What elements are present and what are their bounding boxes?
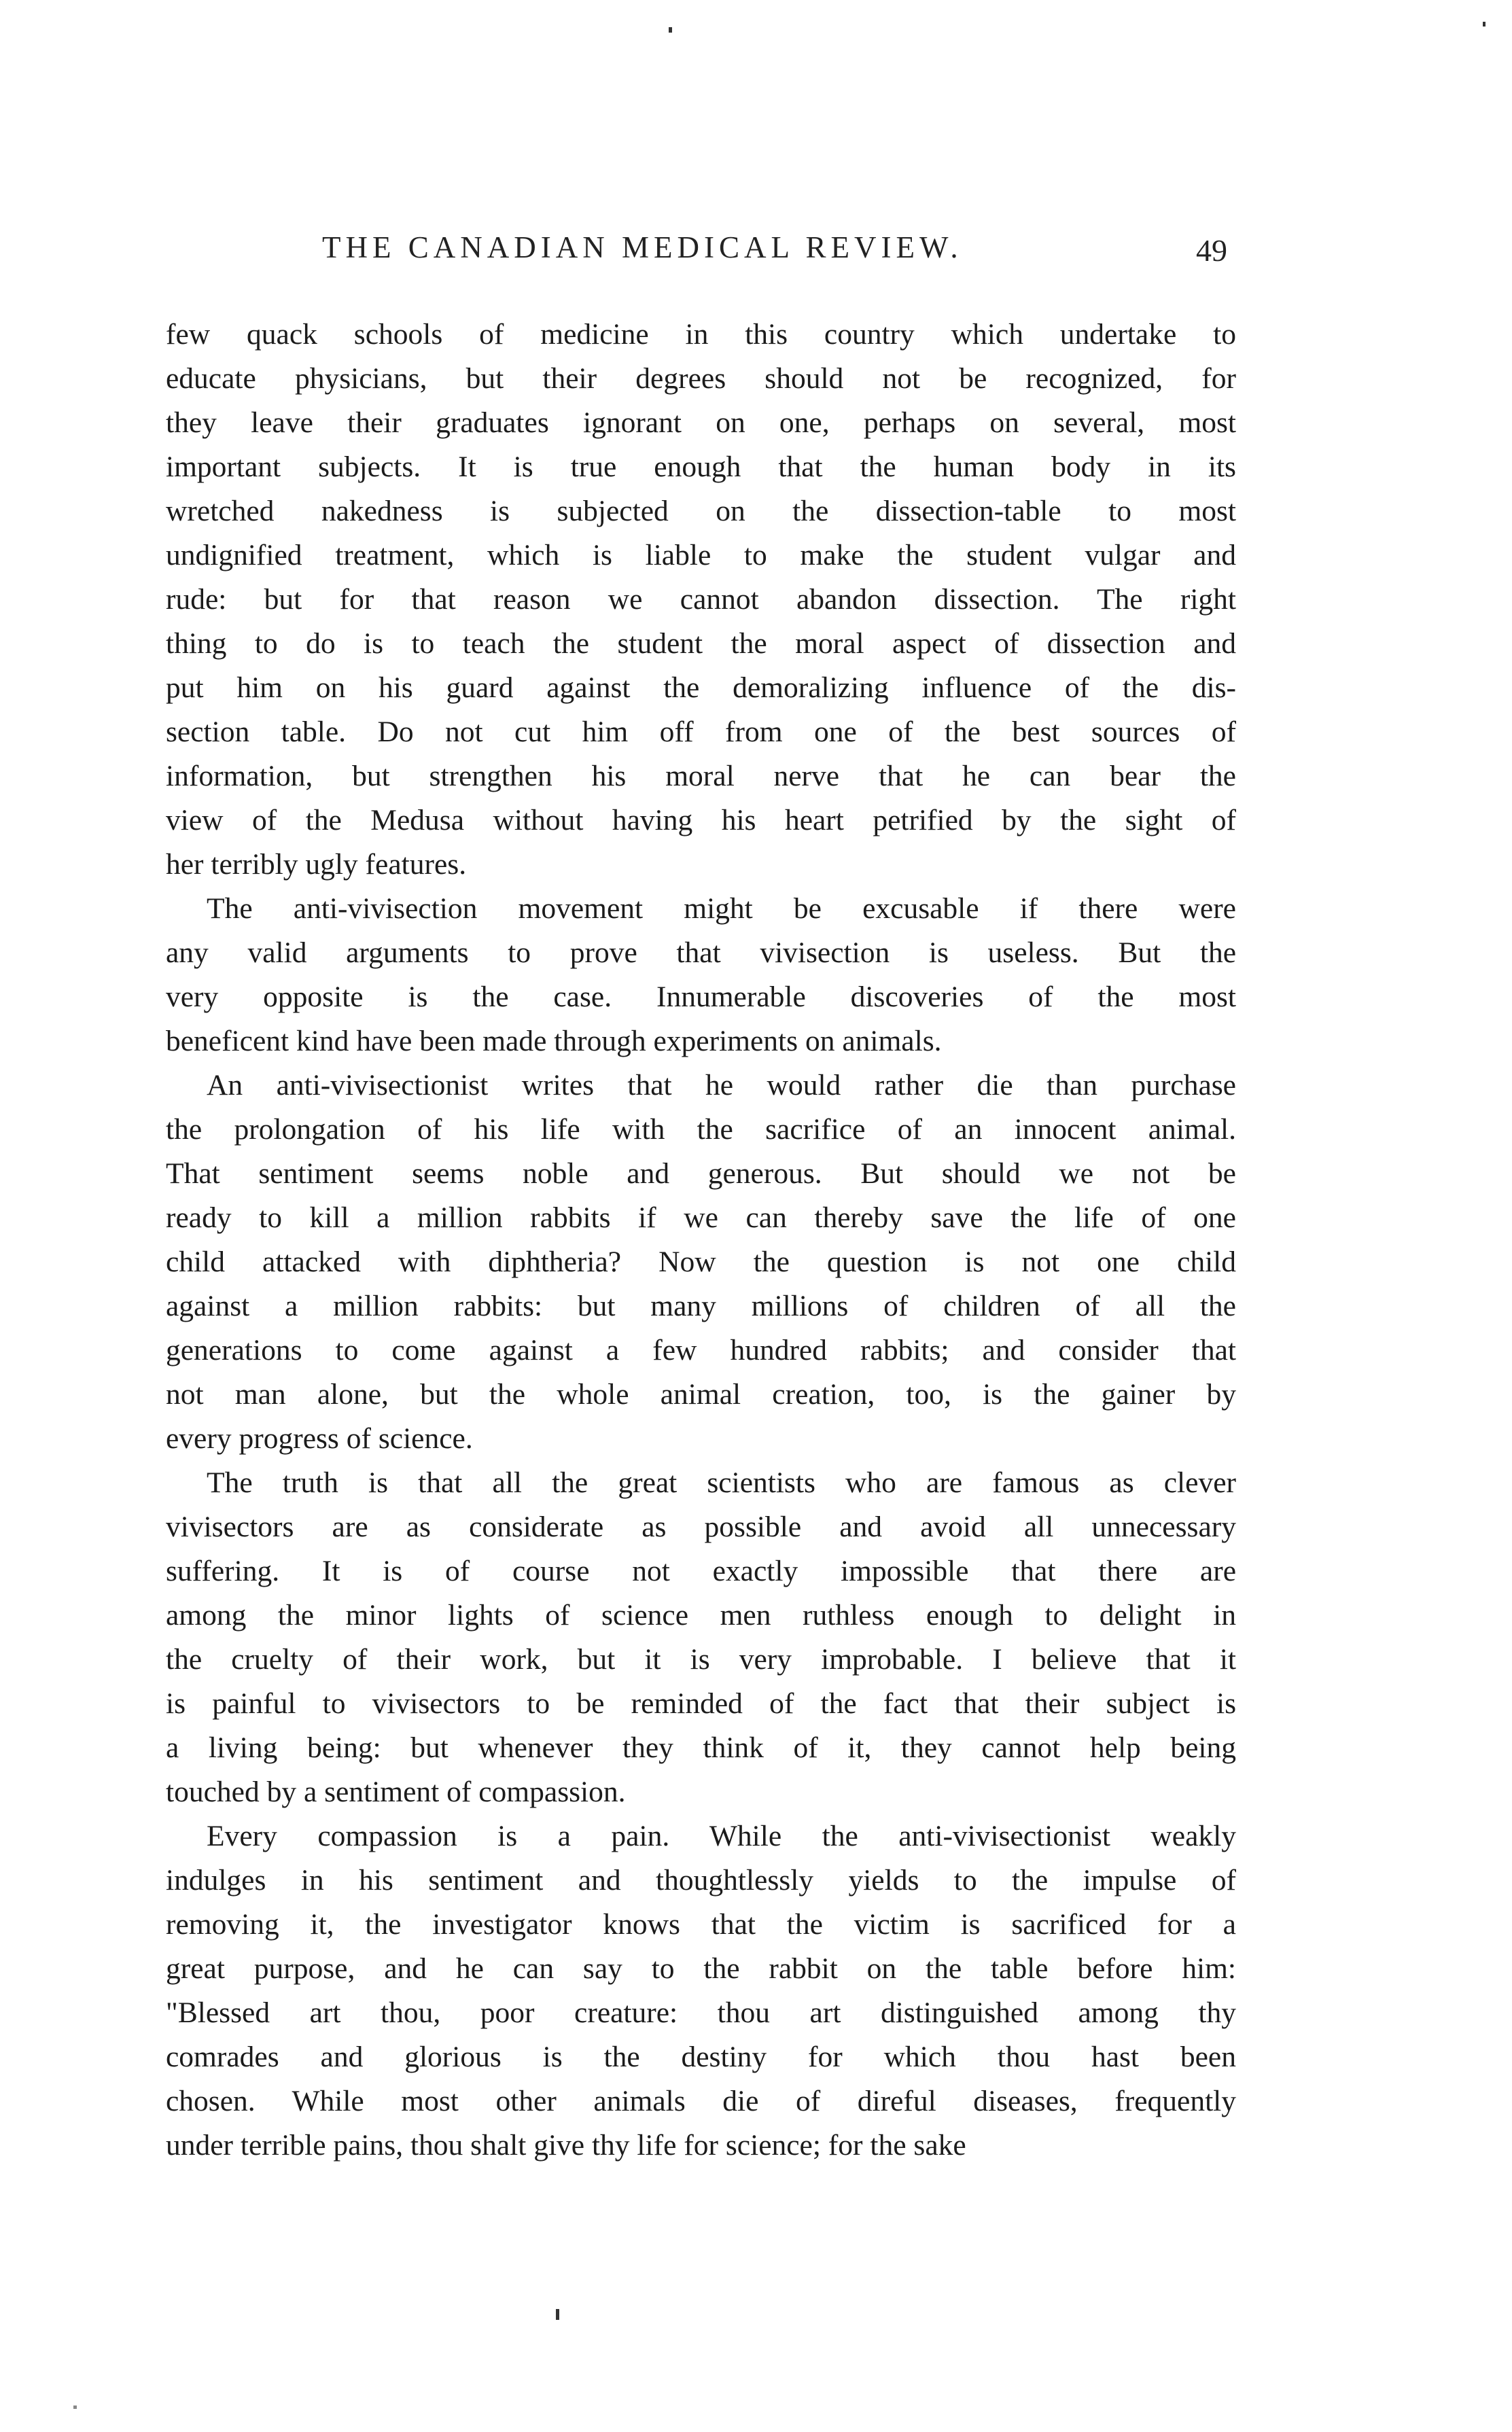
text-line: vivisectors are as considerate as possible and avoid all unnecessary [166,1511,1236,1543]
text-line: the prolongation of his life with the sacrifice of an innocent animal. [166,1113,1236,1146]
text-line: The anti-vivisection movement might be excusable if there were [207,892,1236,925]
text-line: That sentiment seems noble and generous. But should we not be [166,1157,1236,1190]
text-line: undignified treatment, which is liable to make the student vulgar and [166,539,1236,571]
ink-mark [556,2309,559,2320]
page-header [0,230,1227,270]
text-line: An anti-vivisectionist writes that he would rather die than purchase [207,1069,1236,1102]
text-line: The truth is that all the great scientists who are famous as clever [207,1466,1236,1499]
text-line: not man alone, but the whole animal creation, too, is the gainer by [166,1378,1236,1411]
ink-speck [669,27,672,33]
text-line: put him on his guard against the demoralizing influence of the dis- [166,671,1236,704]
text-line: under terrible pains, thou shalt give thy life for science; for the sake [166,2129,966,2162]
paragraph-5 [166,1814,1236,2168]
paragraph-3 [166,1063,1236,1461]
text-line: indulges in his sentiment and thoughtlessly yields to the impulse of [166,1864,1236,1897]
text-line: the cruelty of their work, but it is very improbable. I believe that it [166,1643,1236,1676]
text-line: Every compassion is a pain. While the anti-vivisectionist weakly [207,1820,1236,1852]
ink-speck [73,2405,77,2409]
text-line: thing to do is to teach the student the moral aspect of dissection and [166,627,1236,660]
text-line: touched by a sentiment of compassion. [166,1776,626,1808]
text-line: is painful to vivisectors to be reminded of the fact that their subject is [166,1687,1236,1720]
page-number: 49 [1196,233,1227,268]
text-line: view of the Medusa without having his heart petrified by the sight of [166,804,1236,836]
text-line: beneficent kind have been made through experiments on animals. [166,1025,942,1057]
text-line: a living being: but whenever they think of it, they cannot help being [166,1731,1236,1764]
paragraph-2 [166,887,1236,1063]
text-line: few quack schools of medicine in this country which undertake to [166,318,1236,351]
text-line: suffering. It is of course not exactly impossible that there are [166,1555,1236,1587]
text-line: ready to kill a million rabbits if we can thereby save the life of one [166,1201,1236,1234]
text-line: great purpose, and he can say to the rabbit on the table before him: [166,1952,1236,1985]
text-line: comrades and glorious is the destiny for which thou hast been [166,2041,1236,2073]
running-title: THE CANADIAN MEDICAL REVIEW. [322,230,963,264]
text-line: child attacked with diphtheria? Now the question is not one child [166,1246,1236,1278]
text-line: removing it, the investigator knows that the victim is sacrificed for a [166,1908,1236,1941]
text-line: every progress of science. [166,1422,473,1455]
text-line: wretched nakedness is subjected on the dissection-table to most [166,495,1236,527]
article-body [166,313,1236,2168]
text-line: rude: but for that reason we cannot abandon dissection. The right [166,583,1236,616]
text-line: generations to come against a few hundred rabbits; and consider that [166,1334,1236,1367]
text-line: very opposite is the case. Innumerable discoveries of the most [166,981,1236,1013]
text-line: information, but strengthen his moral nerve that he can bear the [166,760,1236,792]
paragraph-1 [166,313,1236,887]
text-line: they leave their graduates ignorant on one, perhaps on several, most [166,406,1236,439]
text-line: any valid arguments to prove that vivisection is useless. But the [166,936,1236,969]
text-line: her terribly ugly features. [166,848,467,881]
text-line: important subjects. It is true enough that the human body in its [166,451,1236,483]
text-line: section table. Do not cut him off from one of the best sources of [166,716,1236,748]
text-line: chosen. While most other animals die of direful diseases, frequently [166,2085,1236,2117]
paragraph-4 [166,1461,1236,1814]
ink-speck [1483,22,1485,27]
text-line: among the minor lights of science men ruthless enough to delight in [166,1599,1236,1632]
text-line: educate physicians, but their degrees should not be recognized, for [166,362,1236,395]
text-line: against a million rabbits: but many millions of children of all the [166,1290,1236,1322]
text-line: "Blessed art thou, poor creature: thou art distinguished among thy [166,1996,1236,2029]
